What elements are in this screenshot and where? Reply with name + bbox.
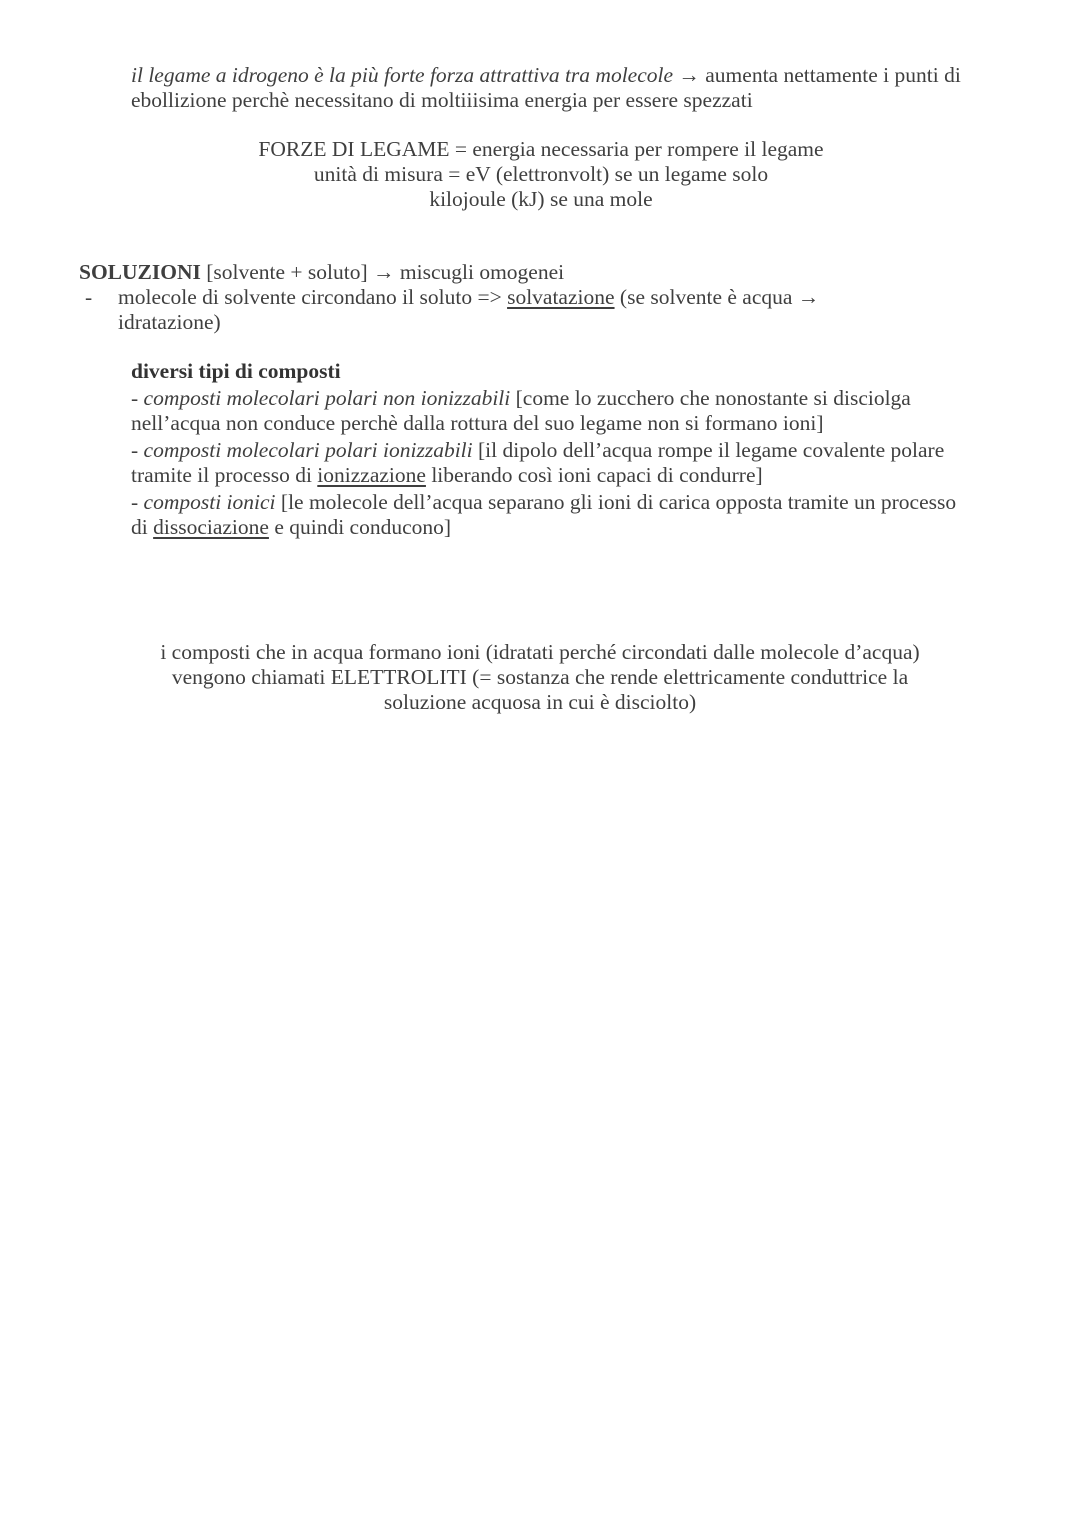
compound-type-name: composti ionici bbox=[143, 490, 276, 514]
solutions-heading bbox=[79, 260, 1029, 285]
compound-types-title: diversi tipi di composti bbox=[131, 359, 341, 383]
compound-type-item-ionizable: - composti molecolari polari ionizzabili [il dipolo dell’acqua rompe il legame covalente polare tramite il processo di ionizzazione liberando così ioni capaci di condurre] bbox=[131, 438, 945, 487]
hydrogen-bond-statement: il legame a idrogeno è la più forte forza attrattiva tra molecole bbox=[131, 63, 674, 87]
electrolytes-line-1: i composti che in acqua formano ioni (idratati perché circondati dalle molecole d’acqua) bbox=[160, 640, 920, 664]
compound-types-section bbox=[131, 359, 971, 540]
hydrogen-bond-consequence: → aumenta nettamente i punti di ebollizione perchè necessitano di moltiiisima energia per essere spezzati bbox=[131, 63, 961, 112]
bullet-dash: - bbox=[85, 285, 93, 309]
solutions-heading-title: SOLUZIONI bbox=[79, 260, 201, 284]
electrolytes-line-3: soluzione acquosa in cui è disciolto) bbox=[383, 690, 697, 714]
solvation-term: solvatazione bbox=[507, 285, 615, 309]
solvation-text: molecole di solvente circondano il soluto => solvatazione (se solvente è acqua → idratazione) bbox=[118, 285, 820, 334]
electrolytes-line-2: vengono chiamati ELETTROLITI (= sostanza che rende elettricamente conduttrice la bbox=[171, 665, 909, 689]
bond-energy-line-2: unità di misura = eV (elettronvolt) se un legame solo bbox=[313, 162, 769, 186]
bond-energy-line-1: FORZE DI LEGAME = energia necessaria per rompere il legame bbox=[258, 137, 824, 161]
electrolytes-paragraph bbox=[78, 640, 1002, 715]
compound-type-name: composti molecolari polari ionizzabili bbox=[143, 438, 473, 462]
bond-energy-definition bbox=[0, 137, 1080, 212]
compound-type-item-ionic: - composti ionici [le molecole dell’acqua separano gli ioni di carica opposta tramite un processo di dissociazione e quindi conducono] bbox=[131, 490, 957, 539]
dissociation-term: dissociazione bbox=[153, 515, 269, 539]
ionization-term: ionizzazione bbox=[317, 463, 426, 487]
bond-energy-line-3: kilojoule (kJ) se una mole bbox=[429, 187, 653, 211]
hydrogen-bond-paragraph bbox=[131, 63, 1011, 113]
solutions-heading-desc: [solvente + soluto] → miscugli omogenei bbox=[200, 260, 565, 284]
compound-type-item-nonionizable: - composti molecolari polari non ionizzabili [come lo zucchero che nonostante si disciolga nell’acqua non conduce perchè dalla rottura del suo legame non si formano ioni] bbox=[131, 386, 911, 435]
compound-type-name: composti molecolari polari non ionizzabili bbox=[143, 386, 511, 410]
